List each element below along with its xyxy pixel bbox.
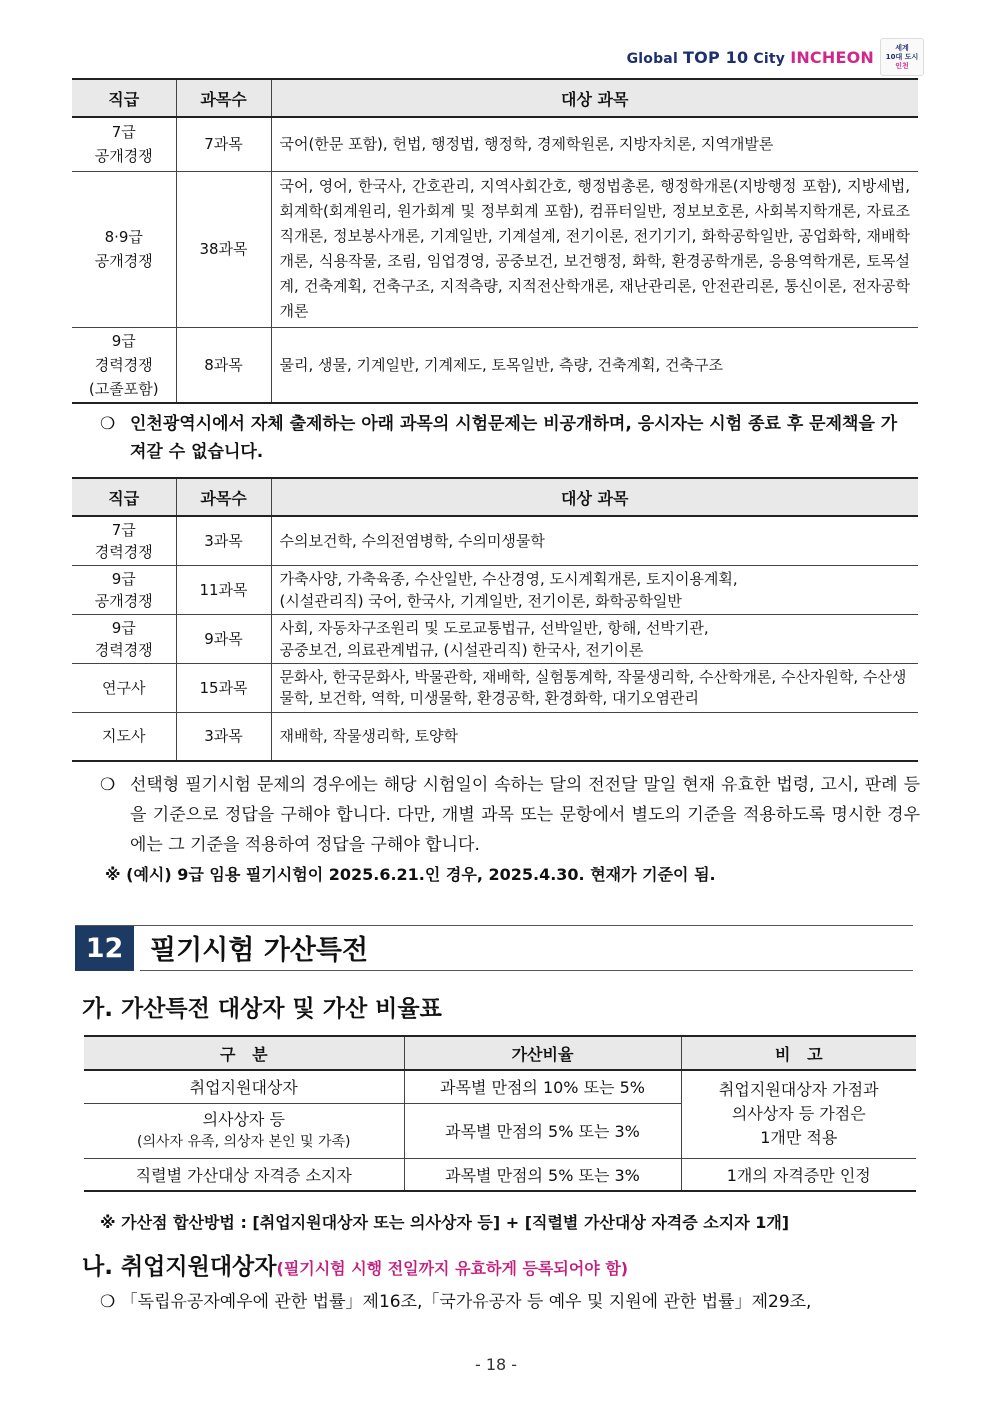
- example-note: ※ (예시) 9급 임용 필기시험이 2025.6.21.인 경우, 2025.4.30. 현재가 기준이 됨.: [105, 865, 716, 884]
- notice-answer-criteria: [100, 770, 920, 860]
- logo-global: Global: [626, 50, 678, 67]
- badge-line2: 10대 도시: [885, 52, 919, 61]
- subjects-cell: 국어(한문 포함), 헌법, 행정법, 행정학, 경제학원론, 지방자치론, 지역개발론: [271, 117, 918, 171]
- category-cell: 취업지원대상자: [84, 1070, 404, 1103]
- logo-text: [627, 48, 874, 67]
- rate-cell: 과목별 만점의 5% 또는 3%: [404, 1158, 681, 1191]
- notice-nondisclosure-text: 인천광역시에서 자체 출제하는 아래 과목의 시험문제는 비공개하며, 응시자는 시험 종료 후 문제책을 가져갈 수 없습니다.: [130, 414, 898, 462]
- category-main: 의사상자 등: [202, 1109, 285, 1129]
- table1-header-subjects: 대상 과목: [271, 79, 918, 117]
- table-row: [72, 327, 918, 403]
- grade-cell: 7급 공개경쟁: [72, 117, 176, 171]
- table2-header-grade: 직급: [72, 478, 176, 516]
- header-logo: [627, 38, 924, 76]
- count-cell: 15과목: [176, 663, 271, 712]
- subjects-cell: 문화사, 한국문화사, 박물관학, 재배학, 실험통계학, 작물생리학, 수산학개론, 수산자원학, 수산생물학, 보건학, 역학, 미생물학, 환경공학, 환경화학, 대기오염관리: [271, 663, 918, 712]
- subjects-table-2: [72, 477, 918, 762]
- table-row: [84, 1070, 916, 1103]
- bullet-icon: ❍: [100, 775, 116, 795]
- table2-header-subjects: 대상 과목: [271, 478, 918, 516]
- grade-cell: 연구사: [72, 663, 176, 712]
- sum-method-note: ※ 가산점 합산방법 : [취업지원대상자 또는 의사상자 등] + [직렬별 가산대상 자격증 소지자 1개]: [100, 1213, 790, 1232]
- section-number: 12: [75, 925, 134, 971]
- category-cell: 직렬별 가산대상 자격증 소지자: [84, 1158, 404, 1191]
- page-number: - 18 -: [474, 1355, 518, 1374]
- subsection-b-title-note: (필기시험 시행 전일까지 유효하게 등록되어야 함): [276, 1259, 629, 1278]
- count-cell: 3과목: [176, 712, 271, 761]
- notice-answer-criteria-text: 선택형 필기시험 문제의 경우에는 해당 시험일이 속하는 달의 전전달 말일 현재 유효한 법령, 고시, 판례 등을 기준으로 정답을 구해야 합니다. 다만, 개별 과목 또는 문항에서 별도의 기준을 적용하도록 명시한 경우에는 그 기준을 적용하여 정답을 구해야 합니다.: [130, 775, 920, 855]
- table-row: [72, 117, 918, 171]
- table3-header-rate: 가산비율: [404, 1036, 681, 1070]
- table-row: [84, 1158, 916, 1191]
- subsection-b-title: 나. 취업지원대상자: [82, 1254, 277, 1280]
- table3-header-note: 비 고: [681, 1036, 916, 1070]
- grade-cell: 9급 경력경쟁: [72, 614, 176, 663]
- subjects-cell: 물리, 생물, 기계일반, 기계제도, 토목일반, 측량, 건축계획, 건축구조: [271, 327, 918, 403]
- category-sub: (의사자 유족, 의상자 본인 및 가족): [137, 1133, 351, 1150]
- subjects-cell: 재배학, 작물생리학, 토양학: [271, 712, 918, 761]
- bullet-icon: ❍: [100, 1292, 116, 1312]
- subjects-cell: 사회, 자동차구조원리 및 도로교통법규, 선박일반, 항해, 선박기관, 공중보건, 의료관계법규, (시설관리직) 한국사, 전기이론: [271, 614, 918, 663]
- note-cell: 1개의 자격증만 인정: [681, 1158, 916, 1191]
- category-cell: [84, 1103, 404, 1158]
- count-cell: 11과목: [176, 565, 271, 614]
- count-cell: 3과목: [176, 516, 271, 565]
- subjects-cell: 국어, 영어, 한국사, 간호관리, 지역사회간호, 행정법총론, 행정학개론(지방행정 포함), 지방세법, 회계학(회계원리, 원가회계 및 정부회계 포함), 컴퓨터일반, 정보보호론, 사회복지학개론, 자료조직개론, 정보봉사개론, 기계일반, 기계설계, 전기이론, 전기기기, 화학공학일반, 공업화학, 재배학개론, 식용작물, 조림, 임업경영, 공중보건, 보건행정, 화학, 환경공학개론, 응용역학개론, 토목설계, 건축계획, 건축구조, 지적측량, 지적전산학개론, 재난관리론, 안전관리론, 통신이론, 전자공학개론: [271, 171, 918, 327]
- badge-line1: 세계: [895, 43, 909, 52]
- table-row: [72, 171, 918, 327]
- logo-city: City: [753, 50, 786, 67]
- subjects-table-1: [72, 78, 918, 404]
- rate-cell: 과목별 만점의 10% 또는 5%: [404, 1070, 681, 1103]
- table-row: [72, 663, 918, 712]
- count-cell: 8과목: [176, 327, 271, 403]
- logo-top10: TOP 10: [683, 47, 749, 67]
- bonus-rate-table: [84, 1035, 916, 1192]
- subjects-cell: 가축사양, 가축육종, 수산일반, 수산경영, 도시계획개론, 토지이용계획, (시설관리직) 국어, 한국사, 기계일반, 전기이론, 화학공학일반: [271, 565, 918, 614]
- subsection-b-heading: [82, 1248, 628, 1281]
- table1-header-grade: 직급: [72, 79, 176, 117]
- grade-cell: 8·9급 공개경쟁: [72, 171, 176, 327]
- section-title: 필기시험 가산특전: [150, 935, 369, 966]
- subjects-cell: 수의보건학, 수의전염병학, 수의미생물학: [271, 516, 918, 565]
- count-cell: 9과목: [176, 614, 271, 663]
- bullet-icon: ❍: [100, 414, 116, 434]
- badge-line3: 인천: [895, 61, 909, 70]
- grade-cell: 7급 경력경쟁: [72, 516, 176, 565]
- table1-header-count: 과목수: [176, 79, 271, 117]
- subsection-b-text: [100, 1287, 930, 1312]
- grade-cell: 9급 공개경쟁: [72, 565, 176, 614]
- grade-cell: 지도사: [72, 712, 176, 761]
- logo-badge: [880, 38, 924, 76]
- logo-incheon: INCHEON: [790, 47, 874, 67]
- table-row: [72, 516, 918, 565]
- table-row: [72, 565, 918, 614]
- subsection-b-body: 「독립유공자예우에 관한 법률」제16조,「국가유공자 등 예우 및 지원에 관한 법률」제29조,: [120, 1292, 812, 1312]
- table-row: [72, 712, 918, 761]
- subsection-a-title: 가. 가산특전 대상자 및 가산 비율표: [82, 996, 442, 1022]
- count-cell: 7과목: [176, 117, 271, 171]
- merged-note-cell: 취업지원대상자 가점과 의사상자 등 가점은 1개만 적용: [681, 1070, 916, 1158]
- table2-header-count: 과목수: [176, 478, 271, 516]
- grade-cell: 9급 경력경쟁 (고졸포함): [72, 327, 176, 403]
- table-row: [72, 614, 918, 663]
- section-bottom-line: [140, 970, 913, 971]
- count-cell: 38과목: [176, 171, 271, 327]
- section-top-line: [75, 925, 913, 926]
- table3-header-category: 구 분: [84, 1036, 404, 1070]
- rate-cell: 과목별 만점의 5% 또는 3%: [404, 1103, 681, 1158]
- notice-nondisclosure: [100, 410, 900, 466]
